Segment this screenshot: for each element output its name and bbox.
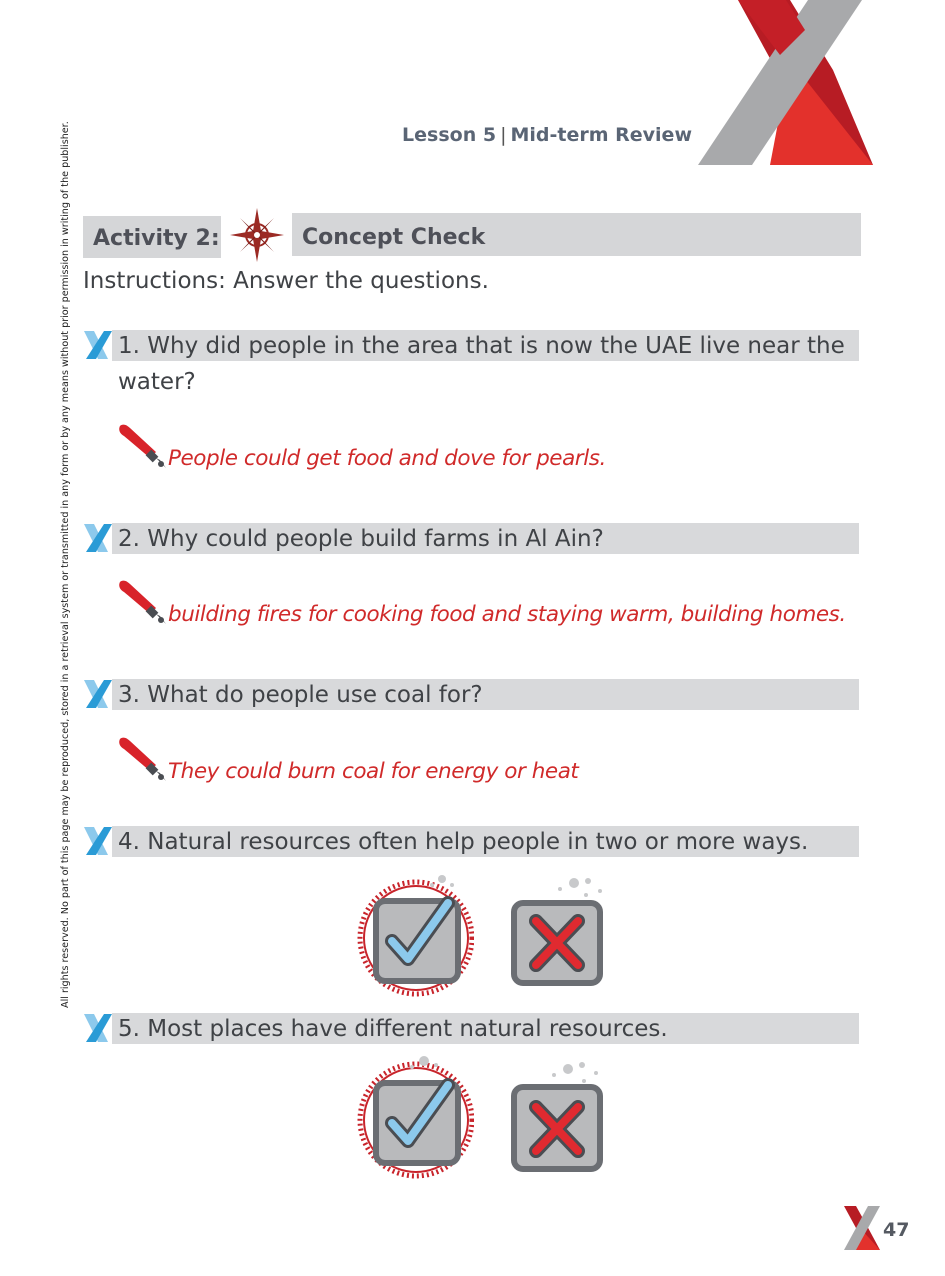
activity-label-box	[83, 216, 221, 258]
answer-3[interactable]: They could burn coal for energy or heat	[168, 759, 579, 784]
footer-x-logo	[842, 1206, 882, 1252]
answer-1[interactable]: People could get food and dove for pearls.	[168, 446, 606, 471]
false-checkbox-icon[interactable]	[496, 873, 614, 997]
lesson-header: Lesson 5 | Mid-term Review	[402, 124, 692, 146]
activity-title-box	[292, 213, 861, 256]
true-checkbox-icon[interactable]	[356, 1055, 474, 1179]
false-checkbox-icon[interactable]	[496, 1055, 614, 1179]
question-marker-icon	[82, 522, 114, 554]
question-1	[118, 328, 858, 400]
question-1-text: 1. Why did people in the area that is now the UAE live near the	[118, 333, 845, 359]
question-marker-icon	[82, 1012, 114, 1044]
instructions: Instructions: Answer the questions.	[83, 268, 489, 294]
pen-icon	[116, 422, 168, 470]
question-1-continuation: water?	[118, 369, 196, 395]
activity-title: Concept Check	[302, 225, 486, 250]
pen-icon	[116, 735, 168, 783]
true-checkbox-icon[interactable]	[356, 873, 474, 997]
question-5: 5. Most places have different natural resources.	[118, 1016, 668, 1042]
lesson-title: Mid-term Review	[510, 124, 692, 146]
pen-icon	[116, 578, 168, 626]
question-4: 4. Natural resources often help people in two or more ways.	[118, 829, 809, 855]
brand-x-logo	[690, 0, 945, 170]
compass-icon	[228, 206, 286, 264]
page-number: 47	[883, 1219, 910, 1241]
activity-label: Activity 2:	[93, 226, 220, 251]
lesson-number: Lesson 5	[402, 124, 497, 146]
copyright-notice: All rights reserved. No part of this page may be reproduced, stored in a retrieval system or transmitted in any form or by any means without prior permission in writing of the publisher.	[60, 121, 71, 1008]
question-marker-icon	[82, 329, 114, 361]
question-2: 2. Why could people build farms in Al Ain?	[118, 526, 604, 552]
question-marker-icon	[82, 825, 114, 857]
question-3: 3. What do people use coal for?	[118, 682, 483, 708]
question-marker-icon	[82, 678, 114, 710]
answer-2[interactable]: building fires for cooking food and staying warm, building homes.	[168, 602, 846, 627]
